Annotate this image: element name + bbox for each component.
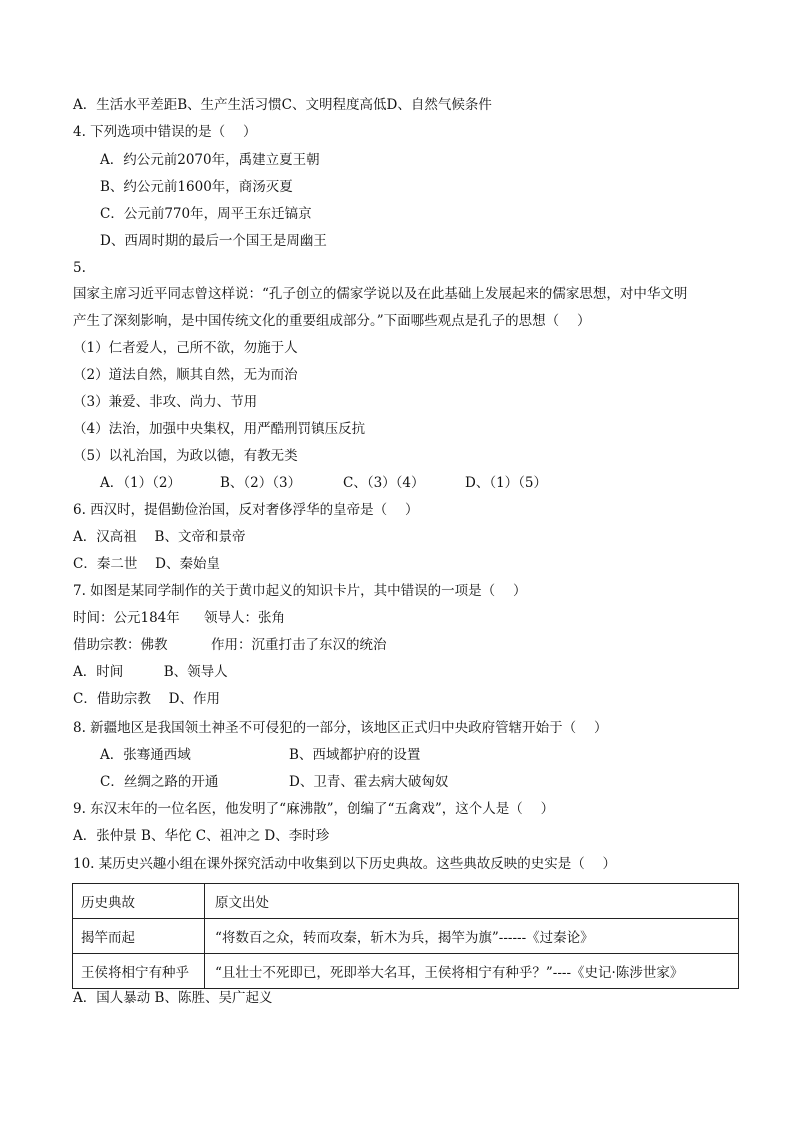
q10-stem: 10. 某历史兴趣小组在课外探究活动中收集到以下历史典故。这些典故反映的史实是（ ） (73, 856, 617, 872)
q3-options: A．生活水平差距B、生产生活习惯C、文明程度高低D、自然气候条件 (73, 97, 492, 113)
q5-option-d: D、（1）（5） (465, 475, 548, 491)
q8-option-d: D、卫青、霍去病大破匈奴 (289, 774, 449, 790)
q7-card-effect: 作用：沉重打击了东汉的统治 (211, 637, 387, 653)
q4-option-a: A．约公元前2070年，禹建立夏王朝 (100, 152, 320, 168)
q8-option-c: C．丝绸之路的开通 (100, 774, 219, 790)
q5-item-3: （3）兼爱、非攻、尚力、节用 (73, 394, 258, 410)
q5-option-b: B、（2）（3） (220, 475, 302, 491)
q7-card-leader: 领导人：张角 (204, 610, 285, 626)
q8-option-b: B、西域都护府的设置 (289, 747, 421, 763)
table-header-cell: 原文出处 (205, 884, 739, 919)
q6-stem: 6. 西汉时，提倡勤俭治国，反对奢侈浮华的皇帝是（ ） (73, 502, 419, 518)
q9-options: A．张仲景 B、华佗 C、祖冲之 D、李时珍 (73, 828, 330, 844)
q6-options-cd: C．秦二世 D、秦始皇 (73, 556, 220, 572)
q6-options-ab: A．汉高祖 B、文帝和景帝 (73, 529, 246, 545)
table-header-row (73, 884, 739, 919)
q5-item-4: （4）法治，加强中央集权，用严酷刑罚镇压反抗 (73, 421, 366, 437)
table-header-cell: 历史典故 (73, 884, 205, 919)
q5-stem-line-1: 国家主席习近平同志曾这样说：“孔子创立的儒家学说以及在此基础上发展起来的儒家思想，对中华文明 (73, 286, 688, 302)
q10-options-ab: A．国人暴动 B、陈胜、吴广起义 (73, 990, 273, 1006)
table-row (73, 954, 739, 989)
q5-item-2: （2）道法自然，顺其自然，无为而治 (73, 367, 298, 383)
q4-option-b: B、约公元前1600年，商汤灭夏 (100, 179, 293, 195)
q5-stem-line-2: 产生了深刻影响，是中国传统文化的重要组成部分。”下面哪些观点是孔子的思想（ ） (73, 313, 591, 329)
q9-stem: 9. 东汉末年的一位名医，他发明了“麻沸散”，创编了“五禽戏”，这个人是（ ） (73, 801, 555, 817)
q5-item-5: （5）以礼治国，为政以德，有教无类 (73, 448, 298, 464)
q5-item-1: （1）仁者爱人，己所不欲，勿施于人 (73, 340, 298, 356)
allusion-table (72, 883, 739, 989)
table-cell: 王侯将相宁有种乎 (73, 954, 205, 989)
q4-option-c: C．公元前770年，周平王东迁镐京 (100, 206, 312, 222)
q7-stem: 7. 如图是某同学制作的关于黄巾起义的知识卡片，其中错误的一项是（ ） (73, 583, 527, 599)
table-cell: “将数百之众，转而攻秦，斩木为兵，揭竿为旗”------《过秦论》 (205, 919, 739, 954)
q5-option-a: A．（1）（2） (100, 475, 181, 491)
q7-card-time: 时间：公元184年 (73, 610, 180, 626)
table-cell: 揭竿而起 (73, 919, 205, 954)
q7-options-ab: A．时间 B、领导人 (73, 664, 228, 680)
q7-card-religion: 借助宗教：佛教 (73, 637, 168, 653)
q5-number: 5. (73, 260, 86, 276)
q8-stem: 8. 新疆地区是我国领土神圣不可侵犯的一部分，该地区正式归中央政府管辖开始于（ ） (73, 720, 608, 736)
q7-options-cd: C．借助宗教 D、作用 (73, 691, 220, 707)
q8-option-a: A．张骞通西域 (100, 747, 191, 763)
q5-option-c: C、（3）（4） (343, 475, 425, 491)
q4-stem: 4. 下列选项中错误的是（ ） (73, 124, 257, 140)
table-cell: “且壮士不死即已，死即举大名耳，王侯将相宁有种乎？”----《史记·陈涉世家》 (205, 954, 739, 989)
q4-option-d: D、西周时期的最后一个国王是周幽王 (100, 233, 327, 249)
table-row (73, 919, 739, 954)
